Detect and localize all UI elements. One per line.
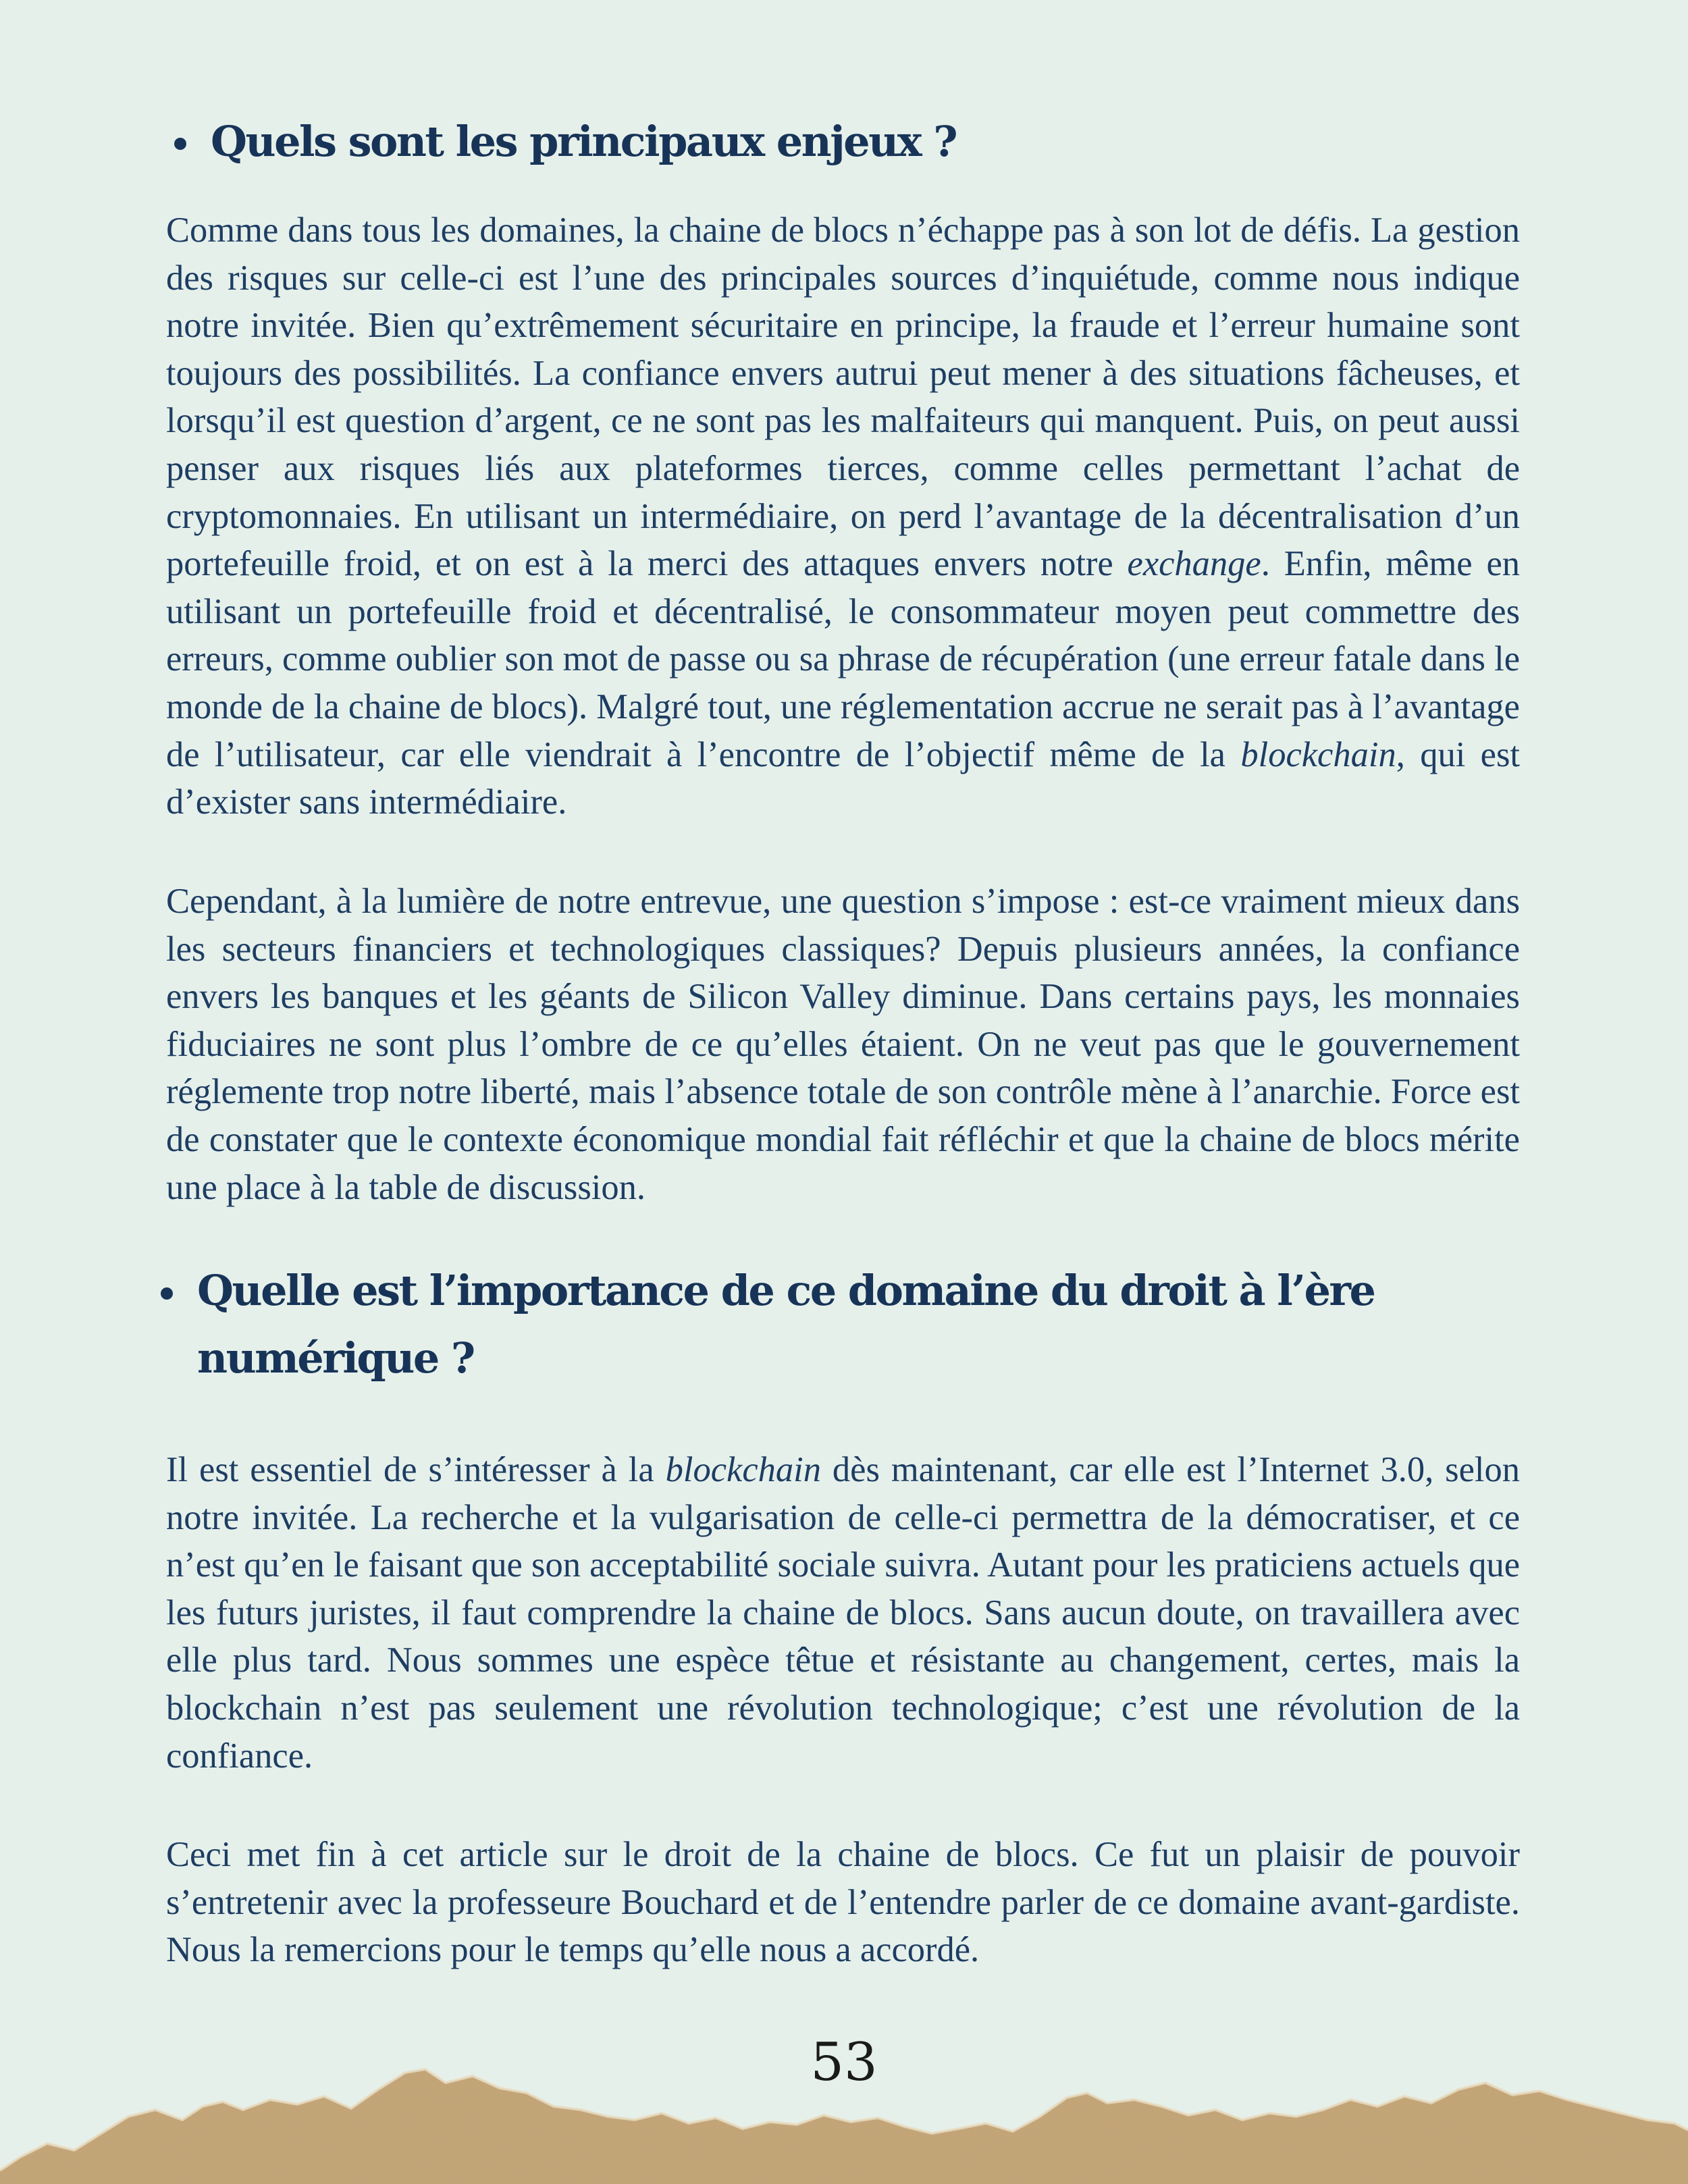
paragraph: Cependant, à la lumière de notre entrevue, une question s’impose : est-ce vraiment mieux dans les secteurs financiers et technologiques classiques? Depuis plusieurs années, la confiance envers les banques et les géants de Silicon Valley diminue. Dans certains pays, les monnaies fiduciaires ne sont plus l’ombre de ce qu’elles étaient. On ne veut pas que le gouvernement réglemente trop notre liberté, mais l’absence totale de son contrôle mène à l’anarchie. Force est de constater que le contexte économique mondial fait réfléchir et que la chaine de blocs mérite une place à la table de discussion. [166, 882, 1520, 1207]
paragraph: Comme dans tous les domaines, la chaine de blocs n’échappe pas à son lot de défis. La gestion des risques sur celle-ci est l’une des principales sources d’inquiétude, comme nous indique notre invitée. Bien qu’extrêmement sécuritaire en principe, la fraude et l’erreur humaine sont toujours des possibilités. La confiance envers autrui peut mener à des situations fâcheuses, et lorsqu’il est question d’argent, ce ne sont pas les malfaiteurs qui manquent. Puis, on peut aussi penser aux risques liés aux plateformes tierces, comme celles permettant l’achat de cryptomonnaies. En utilisant un intermédiaire, on perd l’avantage de la décentralisation d’un portefeuille froid, et on est à la merci des attaques envers notre exchange. Enfin, même en utilisant un portefeuille froid et décentralisé, le consommateur moyen peut commettre des erreurs, comme oublier son mot de passe ou sa phrase de récupération (une erreur fatale dans le monde de la chaine de blocs). Malgré tout, une réglementation accrue ne serait pas à l’avantage de l’utilisateur, car elle viendrait à l’encontre de l’objectif même de la blockchain, qui est d’exister sans intermédiaire. [166, 211, 1520, 822]
section-heading-challenges: Quels sont les principaux enjeux ? [211, 117, 957, 166]
paragraph: Il est essentiel de s’intéresser à la blockchain dès maintenant, car elle est l’Internet 3.0, selon notre invitée. La recherche et la vulgarisation de celle-ci permettra de la démocratiser, et ce n’est qu’en le faisant que son acceptabilité sociale suivra. Autant pour les praticiens actuels que les futurs juristes, il faut comprendre la chaine de blocs. Sans aucun doute, on travaillera avec elle plus tard. Nous sommes une espèce têtue et résistante au changement, certes, mais la blockchain n’est pas seulement une révolution technologique; c’est une révolution de la confiance. [166, 1450, 1521, 1776]
bullet-icon [174, 138, 186, 150]
bullet-icon [161, 1287, 173, 1300]
paragraph: Ceci met fin à cet article sur le droit de la chaine de blocs. Ce fut un plaisir de pouvoir s’entretenir avec la professeure Bouchard et de l’entendre parler de ce domaine avant-gardiste. Nous la remercions pour le temps qu’elle nous a accordé. [166, 1835, 1520, 1970]
section-heading-importance: Quelle est l’importance de ce domaine du droit à l’ère numérique ? [197, 1266, 1375, 1383]
torn-paper-decoration [0, 2042, 1688, 2184]
page-number: 53 [810, 2032, 878, 2093]
